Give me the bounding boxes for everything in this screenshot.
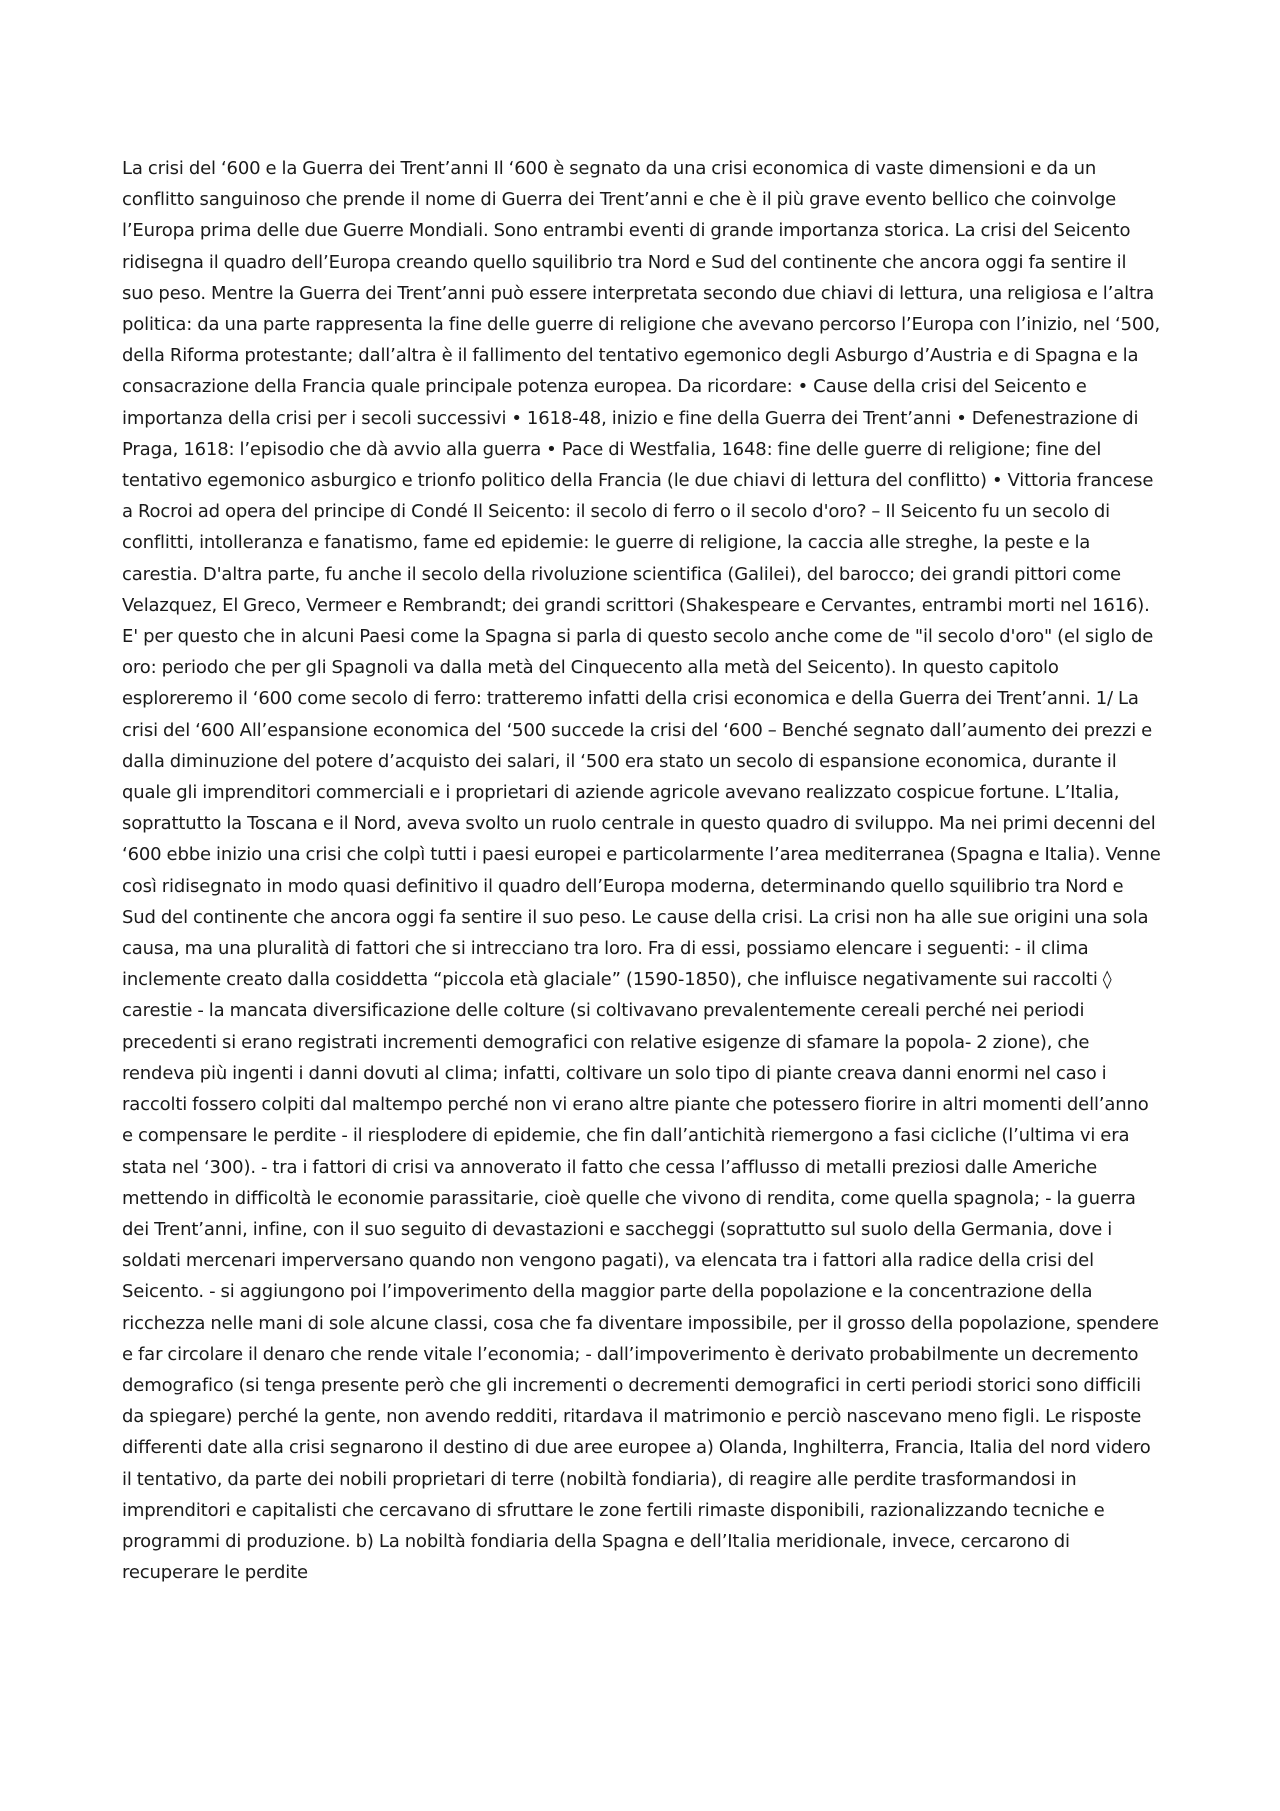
- body-paragraph: La crisi del ‘600 e la Guerra dei Trent’anni Il ‘600 è segnato da una crisi economica di vaste dimensioni e da un conflitto sanguinoso che prende il nome di Guerra dei Trent’anni e che è il più grave evento bellico che coinvolge l’Europa prima delle due Guerre Mondiali. Sono entrambi eventi di grande importanza storica. La crisi del Seicento ridisegna il quadro dell’Europa creando quello squilibrio tra Nord e Sud del continente che ancora oggi fa sentire il suo peso. Mentre la Guerra dei Trent’anni può essere interpretata secondo due chiavi di lettura, una religiosa e l’altra politica: da una parte rappresenta la fine delle guerre di religione che avevano percorso l’Europa con l’inizio, nel ‘500, della Riforma protestante; dall’altra è il fallimento del tentativo egemonico degli Asburgo d’Austria e di Spagna e la consacrazione della Francia quale principale potenza europea. Da ricordare: • Cause della crisi del Seicento e importanza della crisi per i secoli successivi • 1618-48, inizio e fine della Guerra dei Trent’anni • Defenestrazione di Praga, 1618: l’episodio che dà avvio alla guerra • Pace di Westfalia, 1648: fine delle guerre di religione; fine del tentativo egemonico asburgico e trionfo politico della Francia (le due chiavi di lettura del conflitto) • Vittoria francese a Rocroi ad opera del principe di Condé Il Seicento: il secolo di ferro o il secolo d'oro? – Il Seicento fu un secolo di conflitti, intolleranza e fanatismo, fame ed epidemie: le guerre di religione, la caccia alle streghe, la peste e la carestia. D'altra parte, fu anche il secolo della rivoluzione scientifica (Galilei), del barocco; dei grandi pittori come Velazquez, El Greco, Vermeer e Rembrandt; dei grandi scrittori (Shakespeare e Cervantes, entrambi morti nel 1616). E' per questo che in alcuni Paesi come la Spagna si parla di questo secolo anche come de "il secolo d'oro" (el siglo de oro: periodo che per gli Spagnoli va dalla metà del Cinquecento alla metà del Seicento). In questo capitolo esploreremo il ‘600 come secolo di ferro: tratteremo infatti della crisi economica e della Guerra dei Trent’anni. 1/ La crisi del ‘600 All’espansione economica del ‘500 succede la crisi del ‘600 – Benché segnato dall’aumento dei prezzi e dalla diminuzione del potere d’acquisto dei salari, il ‘500 era stato un secolo di espansione economica, durante il quale gli imprenditori commerciali e i proprietari di aziende agricole avevano realizzato cospicue fortune. L’Italia, soprattutto la Toscana e il Nord, aveva svolto un ruolo centrale in questo quadro di sviluppo. Ma nei primi decenni del ‘600 ebbe inizio una crisi che colpì tutti i paesi europei e particolarmente l’area mediterranea (Spagna e Italia). Venne così ridisegnato in modo quasi definitivo il quadro dell’Europa moderna, determinando quello squilibrio tra Nord e Sud del continente che ancora oggi fa sentire il suo peso. Le cause della crisi. La crisi non ha alle sue origini una sola causa, ma una pluralità di fattori che si intrecciano tra loro. Fra di essi, possiamo elencare i seguenti: - il clima inclemente creato dalla cosiddetta “piccola età glaciale” (1590-1850), che influisce negativamente sui raccolti ◊ carestie - la mancata diversificazione delle colture (si coltivavano prevalentemente cereali perché nei periodi precedenti si erano registrati incrementi demografici con relative esigenze di sfamare la popola- 2 zione), che rendeva più ingenti i danni dovuti al clima; infatti, coltivare un solo tipo di piante creava danni enormi nel caso i raccolti fossero colpiti dal maltempo perché non vi erano altre piante che potessero fiorire in altri momenti dell’anno e compensare le perdite - il riesplodere di epidemie, che fin dall’antichità riemergono a fasi cicliche (l’ultima vi era stata nel ‘300). - tra i fattori di crisi va annoverato il fatto che cessa l’afflusso di metalli preziosi dalle Americhe mettendo in difficoltà le economie parassitarie, cioè quelle che vivono di rendita, come quella spagnola; - la guerra dei Trent’anni, infine, con il suo seguito di devastazioni e saccheggi (soprattutto sul suolo della Germania, dove i soldati mercenari imperversano quando non vengono pagati), va elencata tra i fattori alla radice della crisi del Seicento. - si aggiungono poi l’impoverimento della maggior parte della popolazione e la concentrazione della ricchezza nelle mani di sole alcune classi, cosa che fa diventare impossibile, per il grosso della popolazione, spendere e far circolare il denaro che rende vitale l’economia; - dall’impoverimento è derivato probabilmente un decremento demografico (si tenga presente però che gli incrementi o decrementi demografici in certi periodi storici sono difficili da spiegare) perché la gente, non avendo redditi, ritardava il matrimonio e perciò nascevano meno figli. Le risposte differenti date alla crisi segnarono il destino di due aree europee a) Olanda, Inghilterra, Francia, Italia del nord videro il tentativo, da parte dei nobili proprietari di terre (nobiltà fondiaria), di reagire alle perdite trasformandosi in imprenditori e capitalisti che cercavano di sfruttare le zone fertili rimaste disponibili, razionalizzando tecniche e programmi di produzione. b) La nobiltà fondiaria della Spagna e dell’Italia meridionale, invece, cercarono di recuperare le perdite: [122, 158, 1161, 1584]
